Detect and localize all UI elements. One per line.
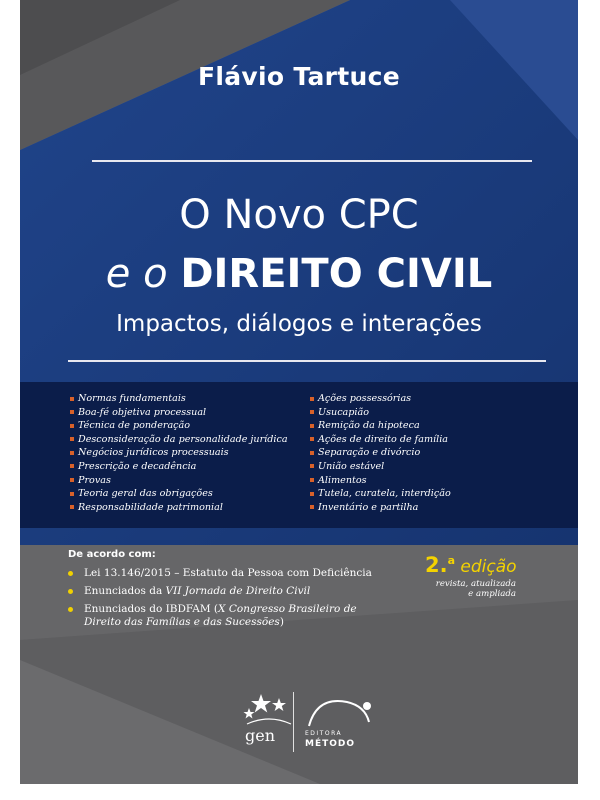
topic-item: Negócios jurídicos processuais — [70, 446, 288, 460]
title-line-2-main: DIREITO CIVIL — [180, 251, 493, 297]
topic-item: Técnica de ponderação — [70, 419, 288, 433]
bullet-icon — [70, 478, 74, 482]
bullet-icon — [70, 397, 74, 401]
publisher-logos — [235, 686, 385, 756]
bullet-icon — [310, 464, 314, 468]
bullet-icon — [310, 410, 314, 414]
topic-item: Usucapião — [310, 406, 451, 420]
title-top-rule — [92, 160, 532, 162]
topic-item: Provas — [70, 474, 288, 488]
topic-item: Responsabilidade patrimonial — [70, 501, 288, 515]
topics-left-column — [70, 392, 288, 514]
title-line-2 — [20, 251, 578, 297]
topic-item: Ações possessórias — [310, 392, 451, 406]
edition-label: 2.$^a$ edição — [425, 553, 517, 577]
bullet-icon — [310, 478, 314, 482]
bullet-icon — [310, 424, 314, 428]
topic-item: Separação e divórcio — [310, 446, 451, 460]
bullet-icon — [70, 464, 74, 468]
topic-item: Normas fundamentais — [70, 392, 288, 406]
edition-note: revista, atualizada e ampliada — [435, 579, 516, 599]
subtitle: Impactos, diálogos e interações — [116, 311, 482, 337]
title-line-1: O Novo CPC — [179, 192, 419, 238]
bullet-icon — [68, 589, 73, 594]
metodo-text: MÉTODO — [305, 739, 356, 749]
topic-item: União estável — [310, 460, 451, 474]
topic-item: Tutela, curatela, interdição — [310, 487, 451, 501]
metodo-swoosh-icon — [307, 692, 377, 732]
bullet-icon — [70, 424, 74, 428]
topic-item: Desconsideração da personalidade jurídica — [70, 433, 288, 447]
bullet-icon — [310, 505, 314, 509]
topics-panel — [20, 382, 578, 528]
agreement-item: Enunciados da VII Jornada de Direito Civil — [68, 585, 388, 598]
bullet-icon — [310, 437, 314, 441]
bullet-icon — [70, 437, 74, 441]
topic-item: Alimentos — [310, 474, 451, 488]
title-line-2-prefix: e o — [105, 251, 168, 297]
logo-separator — [293, 692, 294, 752]
bullet-icon — [70, 410, 74, 414]
bullet-icon — [68, 571, 73, 576]
book-cover — [20, 0, 578, 784]
editora-text: EDITORA — [305, 730, 343, 737]
bullet-icon — [70, 505, 74, 509]
title-bottom-rule — [68, 360, 546, 362]
author-name: Flávio Tartuce — [197, 62, 400, 91]
bullet-icon — [68, 607, 73, 612]
agreement-item: Lei 13.146/2015 – Estatuto da Pessoa com Deficiência — [68, 567, 388, 580]
bullet-icon — [310, 492, 314, 496]
agreement-item: Enunciados do IBDFAM (X Congresso Brasileiro de Direito das Famílias e das Sucessões) — [68, 603, 388, 629]
agreement-list — [68, 567, 388, 634]
bullet-icon — [310, 451, 314, 455]
topic-item: Boa-fé objetiva processual — [70, 406, 288, 420]
bullet-icon — [70, 451, 74, 455]
topic-item: Inventário e partilha — [310, 501, 451, 515]
agreement-heading: De acordo com: — [68, 549, 156, 560]
topic-item: Remição da hipoteca — [310, 419, 451, 433]
gen-stars-icon — [239, 690, 299, 730]
bullet-icon — [310, 397, 314, 401]
bullet-icon — [70, 492, 74, 496]
topic-item: Ações de direito de família — [310, 433, 451, 447]
topic-item: Prescrição e decadência — [70, 460, 288, 474]
topic-item: Teoria geral das obrigações — [70, 487, 288, 501]
gen-logo-text: gen — [245, 726, 276, 745]
topics-right-column — [310, 392, 451, 514]
